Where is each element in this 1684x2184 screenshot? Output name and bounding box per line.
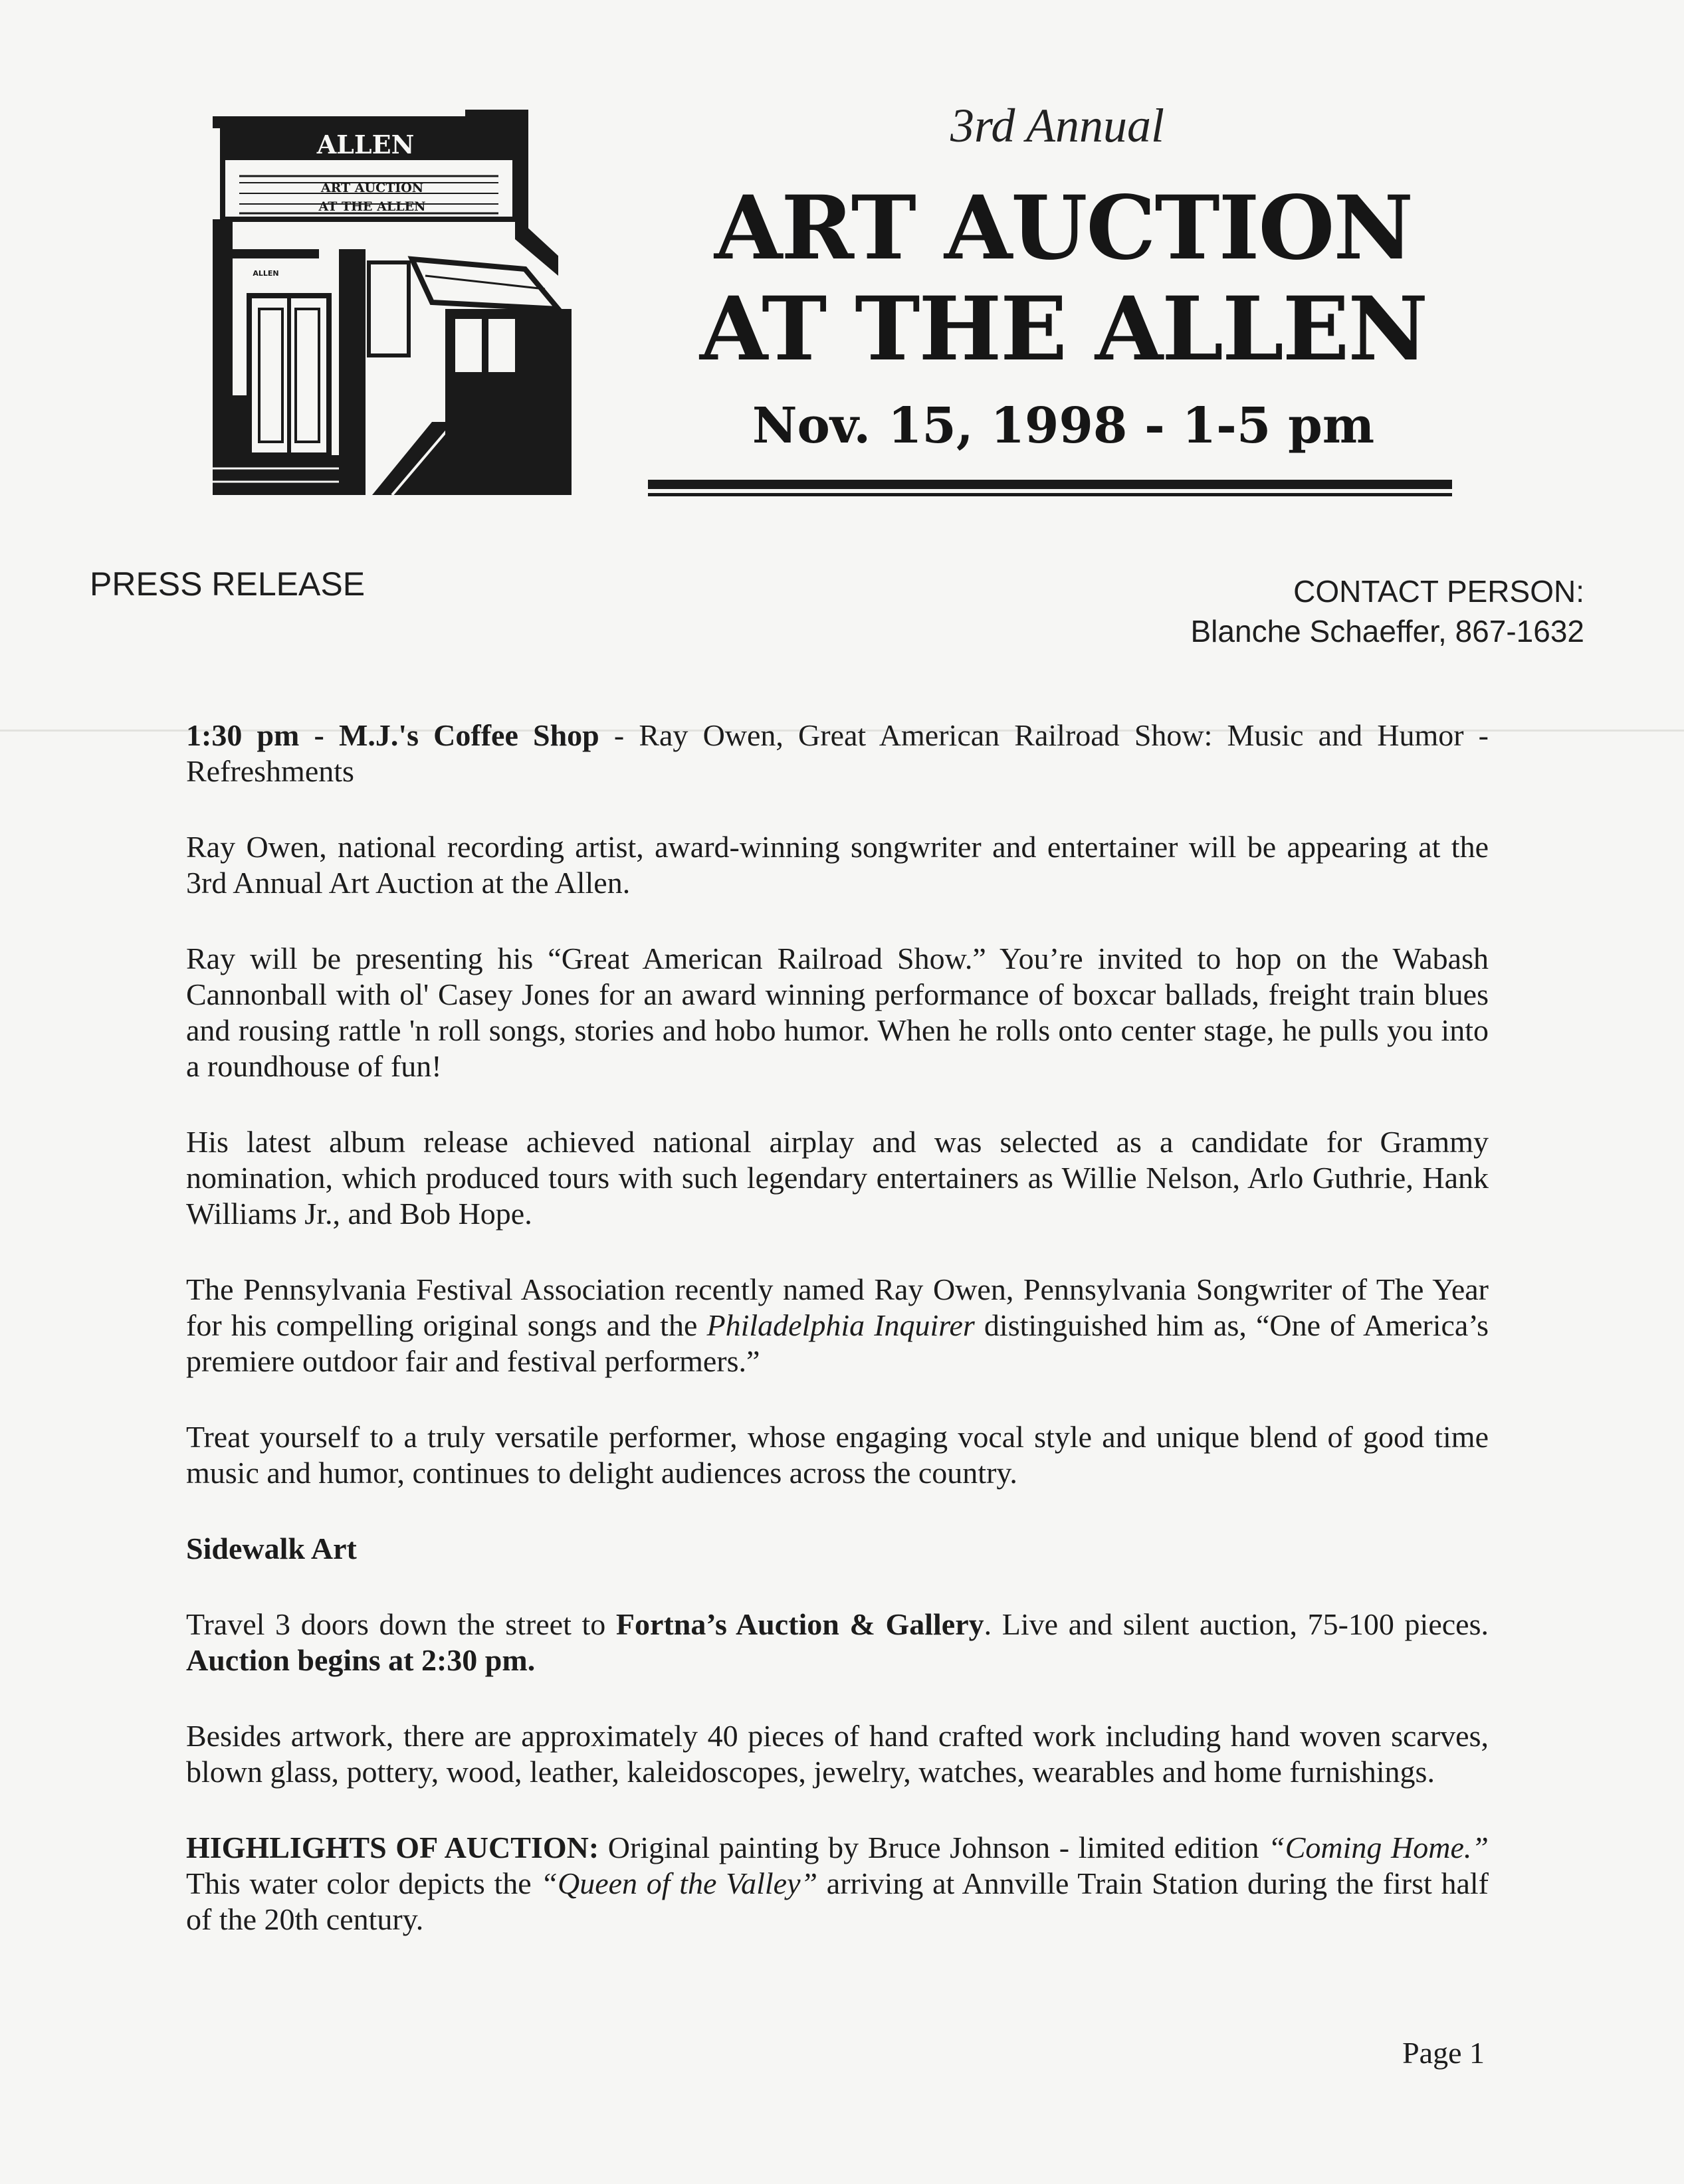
paragraph-highlights (186, 1830, 1489, 1937)
paragraph-coffee-shop (186, 718, 1489, 789)
p6-auction-time: Auction begins at 2:30 pm. (186, 1643, 536, 1677)
p4-after: distinguished him as, “One of America’s premiere outdoor fair and festival performers.” (186, 1308, 1489, 1378)
side-sign-text: ALLEN (253, 269, 279, 278)
p4-newspaper: Philadelphia Inquirer (706, 1308, 975, 1342)
event-title (665, 178, 1462, 380)
contact-block (1191, 571, 1585, 651)
highlights-train-name: “Queen of the Valley” (540, 1866, 818, 1900)
paragraph-1: Ray Owen, national recording artist, award-winning songwriter and entertainer will be appearing at the 3rd Annual Art Auction at the Allen. (186, 830, 1489, 900)
marquee-line-1: ART AUCTION (320, 181, 424, 195)
paragraph-4 (186, 1272, 1489, 1379)
event-title-line-2: AT THE ALLEN (699, 278, 1427, 381)
release-body (186, 718, 1489, 1937)
coffee-shop-text: - Ray Owen, Great American Railroad Show: Music and Humor - Refreshments (186, 718, 1489, 788)
paragraph-5: Treat yourself to a truly versatile performer, whose engaging vocal style and unique blend of good time music and humor, continues to delight audiences across the country. (186, 1420, 1489, 1490)
page-number: Page 1 (1402, 2036, 1485, 2070)
paragraph-2: Ray will be presenting his “Great American Railroad Show.” You’re invited to hop on the Wabash Cannonball with ol' Casey Jones for an award winning performance of boxcar ballads, freight train blues and rousing rattle 'n roll songs, stories and hobo humor. When he rolls onto center stage, he pulls you into a roundhouse of fun! (186, 942, 1489, 1083)
allen-theater-logo (213, 110, 572, 495)
theater-building-drawing (213, 110, 572, 495)
p6-middle: . Live and silent auction, 75-100 pieces. (984, 1607, 1489, 1641)
sidewalk-art-heading: Sidewalk Art (186, 1532, 357, 1565)
coffee-shop-lead: 1:30 pm - M.J.'s Coffee Shop (186, 718, 599, 752)
highlights-label: HIGHLIGHTS OF AUCTION: (186, 1831, 599, 1864)
paragraph-3: His latest album release achieved national airplay and was selected as a candidate for Grammy nomination, which produced tours with such legendary entertainers as Willie Nelson, Arlo Guthrie, Hank Williams Jr., and Bob Hope. (186, 1125, 1489, 1231)
event-subtitle: 3rd Annual (950, 99, 1165, 152)
contact-value: Blanche Schaeffer, 867-1632 (1190, 614, 1584, 648)
header-rule-thin (648, 493, 1452, 496)
p6-before: Travel 3 doors down the street to (186, 1607, 616, 1641)
highlights-painting-title: “Coming Home.” (1268, 1831, 1489, 1864)
highlights-text-1: Original painting by Bruce Johnson - limited edition (599, 1831, 1269, 1864)
contact-label: CONTACT PERSON: (1293, 574, 1584, 609)
press-release-label: PRESS RELEASE (90, 565, 366, 603)
paragraph-7: Besides artwork, there are approximately 40 pieces of hand crafted work including hand woven scarves, blown glass, pottery, wood, leather, kaleidoscopes, jewelry, watches, wearables and home furnishings. (186, 1719, 1489, 1789)
p4-before: The Pennsylvania Festival Association recently named Ray Owen, Pennsylvania Songwriter of The Year for his compelling original songs and the (186, 1272, 1489, 1342)
event-title-line-1: ART AUCTION (714, 177, 1413, 280)
highlights-text-3: arriving at Annville Train Station during the first half of the 20th century. (186, 1866, 1489, 1936)
event-date: Nov. 15, 1998 - 1-5 pm (752, 397, 1375, 454)
marquee-name: ALLEN (316, 130, 415, 159)
paragraph-6 (186, 1607, 1489, 1678)
header-rule-thick (648, 480, 1452, 489)
marquee-line-2: AT THE ALLEN (318, 199, 426, 214)
p6-gallery-name: Fortna’s Auction & Gallery (615, 1607, 984, 1641)
highlights-text-2: This water color depicts the (186, 1866, 541, 1900)
